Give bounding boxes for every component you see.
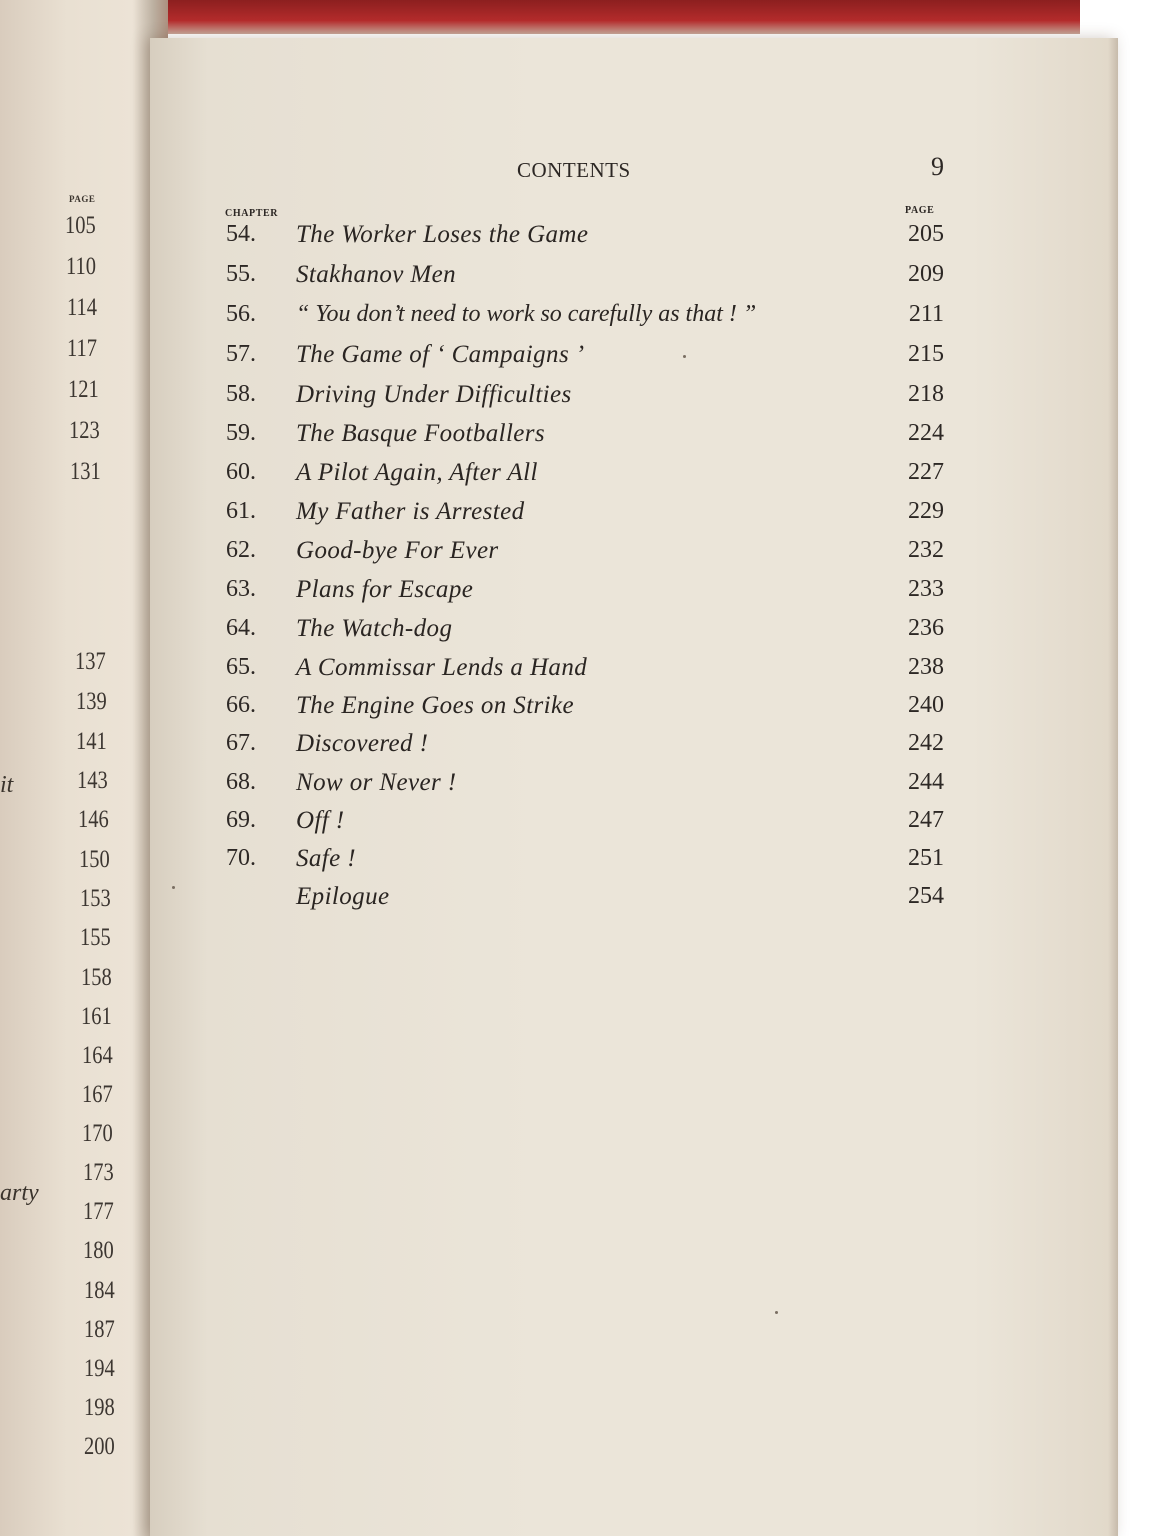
- chapter-number: 62.: [226, 537, 256, 563]
- chapter-title: The Watch-dog: [296, 615, 453, 642]
- left-page-number: 114: [67, 294, 97, 321]
- left-page-number: 200: [84, 1433, 115, 1460]
- chapter-number: 63.: [226, 576, 256, 602]
- chapter-page: 240: [908, 692, 944, 718]
- toc-entry: [150, 420, 1118, 454]
- left-page-number: 170: [82, 1120, 113, 1147]
- left-page-number: 158: [81, 964, 112, 991]
- toc-entry: [150, 615, 1118, 649]
- chapter-number: 60.: [226, 459, 256, 485]
- chapter-page: 238: [908, 654, 944, 680]
- toc-entry: [150, 654, 1118, 688]
- chapter-page: 254: [908, 883, 944, 909]
- page-number: 9: [931, 152, 944, 181]
- chapter-number: 59.: [226, 420, 256, 446]
- chapter-title: Good-bye For Ever: [296, 537, 499, 564]
- left-page-number: 143: [77, 767, 108, 794]
- left-page-text-fragment: arty: [0, 1180, 39, 1206]
- left-page-number: 121: [68, 376, 99, 403]
- left-page-number: 150: [79, 846, 110, 873]
- left-page-number: 110: [66, 253, 96, 280]
- chapter-page: 242: [908, 730, 944, 756]
- left-page-number: 161: [81, 1003, 112, 1030]
- chapter-title: Plans for Escape: [296, 576, 474, 603]
- toc-entry: [150, 221, 1118, 255]
- chapter-page: 215: [908, 341, 944, 367]
- chapter-number: 65.: [226, 654, 256, 680]
- left-page-number: 139: [76, 688, 107, 715]
- left-page-number: 153: [80, 885, 111, 912]
- chapter-title: Epilogue: [296, 883, 390, 910]
- chapter-title: My Father is Arrested: [296, 498, 525, 525]
- chapter-title: “ You don’t need to work so carefully as that ! ”: [296, 301, 757, 327]
- chapter-page: 247: [908, 807, 944, 833]
- chapter-title: Now or Never !: [296, 769, 457, 796]
- toc-entry: [150, 883, 1118, 917]
- left-page-number: 194: [84, 1355, 115, 1382]
- left-page-number: 155: [80, 924, 111, 951]
- left-page-number: 164: [82, 1042, 113, 1069]
- chapter-title: Discovered !: [296, 730, 429, 757]
- toc-entry: [150, 576, 1118, 610]
- left-page: [0, 0, 168, 1536]
- red-cover-edge: [20, 0, 1080, 34]
- chapter-number: 56.: [226, 301, 256, 327]
- chapter-page: 251: [908, 845, 944, 871]
- page-column-header: PAGE: [905, 205, 935, 216]
- chapter-page: 205: [908, 221, 944, 247]
- chapter-number: 61.: [226, 498, 256, 524]
- chapter-page: 232: [908, 537, 944, 563]
- chapter-number: 67.: [226, 730, 256, 756]
- chapter-number: 68.: [226, 769, 256, 795]
- chapter-title: The Game of ‘ Campaigns ’: [296, 341, 585, 368]
- left-page-number: 177: [83, 1198, 114, 1225]
- chapter-title: A Commissar Lends a Hand: [296, 654, 588, 681]
- toc-entry: [150, 261, 1118, 295]
- chapter-number: 69.: [226, 807, 256, 833]
- chapter-title: Off !: [296, 807, 345, 834]
- contents-page: [150, 38, 1118, 1536]
- left-page-header: PAGE: [69, 194, 96, 204]
- chapter-number: 58.: [226, 381, 256, 407]
- toc-entry: [150, 692, 1118, 726]
- chapter-page: 229: [908, 498, 944, 524]
- toc-entry: [150, 769, 1118, 803]
- chapter-title: Driving Under Difficulties: [296, 381, 572, 408]
- toc-entry: [150, 845, 1118, 879]
- chapter-page: 236: [908, 615, 944, 641]
- chapter-page: 227: [908, 459, 944, 485]
- chapter-page: 224: [908, 420, 944, 446]
- left-page-text-fragment: it: [0, 772, 14, 798]
- paper-speck: [775, 1311, 778, 1314]
- toc-entry: [150, 381, 1118, 415]
- toc-entry: [150, 459, 1118, 493]
- toc-entry: [150, 498, 1118, 532]
- left-page-number: 137: [75, 648, 106, 675]
- chapter-title: Stakhanov Men: [296, 261, 457, 288]
- chapter-column-header: CHAPTER: [225, 208, 279, 219]
- chapter-title: Safe !: [296, 845, 357, 872]
- chapter-number: 54.: [226, 221, 256, 247]
- left-page-number: 180: [83, 1237, 114, 1264]
- toc-entry: [150, 341, 1118, 375]
- left-page-number: 105: [65, 212, 96, 239]
- paper-speck: [683, 355, 686, 358]
- chapter-number: 66.: [226, 692, 256, 718]
- chapter-number: 70.: [226, 845, 256, 871]
- chapter-page: 233: [908, 576, 944, 602]
- chapter-number: 57.: [226, 341, 256, 367]
- left-page-number: 141: [76, 728, 107, 755]
- left-page-number: 146: [78, 806, 109, 833]
- left-page-number: 187: [84, 1316, 115, 1343]
- chapter-title: The Engine Goes on Strike: [296, 692, 575, 719]
- paper-speck: [172, 886, 175, 889]
- chapter-page: 218: [908, 381, 944, 407]
- running-title: CONTENTS: [517, 158, 631, 182]
- toc-entry: [150, 537, 1118, 571]
- chapter-page: 209: [908, 261, 944, 287]
- left-page-number: 123: [69, 417, 100, 444]
- left-page-number: 184: [84, 1277, 115, 1304]
- toc-entry: [150, 730, 1118, 764]
- left-page-number: 167: [82, 1081, 113, 1108]
- left-page-number: 198: [84, 1394, 115, 1421]
- chapter-number: 55.: [226, 261, 256, 287]
- left-page-number: 131: [70, 458, 101, 485]
- chapter-page: 244: [908, 769, 944, 795]
- toc-entry: [150, 301, 1118, 335]
- chapter-number: 64.: [226, 615, 256, 641]
- left-page-number: 173: [83, 1159, 114, 1186]
- chapter-title: A Pilot Again, After All: [296, 459, 538, 486]
- left-page-number: 117: [67, 335, 97, 362]
- chapter-page: 211: [908, 301, 944, 327]
- chapter-title: The Worker Loses the Game: [296, 221, 589, 248]
- chapter-title: The Basque Footballers: [296, 420, 546, 447]
- toc-entry: [150, 807, 1118, 841]
